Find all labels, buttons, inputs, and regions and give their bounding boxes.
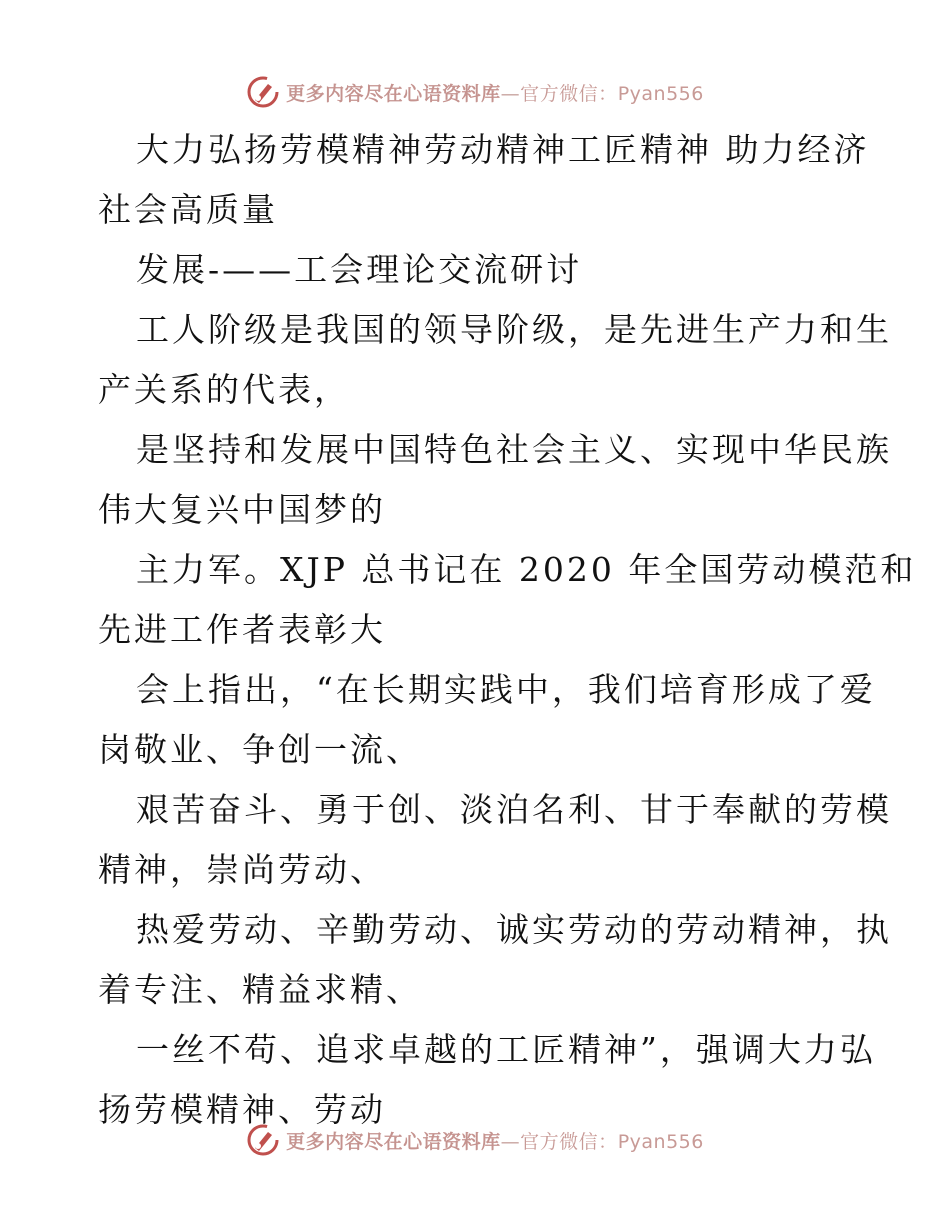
- document-body: [98, 120, 917, 1140]
- text-line: 产关系的代表，: [98, 370, 350, 409]
- watermark-official-label: 官方微信：: [520, 1130, 618, 1153]
- watermark-text: [286, 1127, 704, 1154]
- watermark-wechat-id: Pyan556: [617, 1130, 704, 1153]
- watermark-text: [286, 79, 704, 106]
- text-line: 大力弘扬劳模精神劳动精神工匠精神 助力经济: [136, 130, 870, 169]
- watermark-wechat-id: Pyan556: [617, 82, 704, 105]
- text-line: 艰苦奋斗、勇于创、淡泊名利、甘于奉献的劳模: [136, 790, 892, 829]
- text-line: 是坚持和发展中国特色社会主义、实现中华民族: [136, 430, 892, 469]
- text-line: 发展-——工会理论交流研讨: [136, 250, 583, 289]
- watermark-library-name: 更多内容尽在心语资料库: [286, 82, 501, 105]
- text-line: 精神，崇尚劳动、: [98, 850, 386, 889]
- text-line: 伟大复兴中国梦的: [98, 490, 386, 529]
- watermark-official-label: 官方微信：: [520, 82, 618, 105]
- text-line: 扬劳模精神、劳动: [98, 1090, 386, 1129]
- watermark-library-name: 更多内容尽在心语资料库: [286, 1130, 501, 1153]
- text-line: 会上指出，“在长期实践中，我们培育形成了爱: [136, 670, 876, 709]
- text-line: 着专注、精益求精、: [98, 970, 422, 1009]
- text-line: 岗敬业、争创一流、: [98, 730, 422, 769]
- text-line: 一丝不苟、追求卓越的工匠精神”，强调大力弘: [136, 1030, 876, 1069]
- text-line: 先进工作者表彰大: [98, 610, 386, 649]
- library-logo-icon: [246, 1123, 280, 1157]
- watermark-separator: —: [500, 1130, 521, 1153]
- text-line: 社会高质量: [98, 190, 278, 229]
- footer-watermark: [0, 1120, 950, 1160]
- library-logo-icon: [246, 75, 280, 109]
- text-line: 热爱劳动、辛勤劳动、诚实劳动的劳动精神，执: [136, 910, 892, 949]
- text-line: 工人阶级是我国的领导阶级，是先进生产力和生: [136, 310, 892, 349]
- watermark-separator: —: [500, 82, 521, 105]
- text-line: 主力军。XJP 总书记在 2020 年全国劳动模范和: [136, 550, 917, 589]
- header-watermark: [0, 72, 950, 112]
